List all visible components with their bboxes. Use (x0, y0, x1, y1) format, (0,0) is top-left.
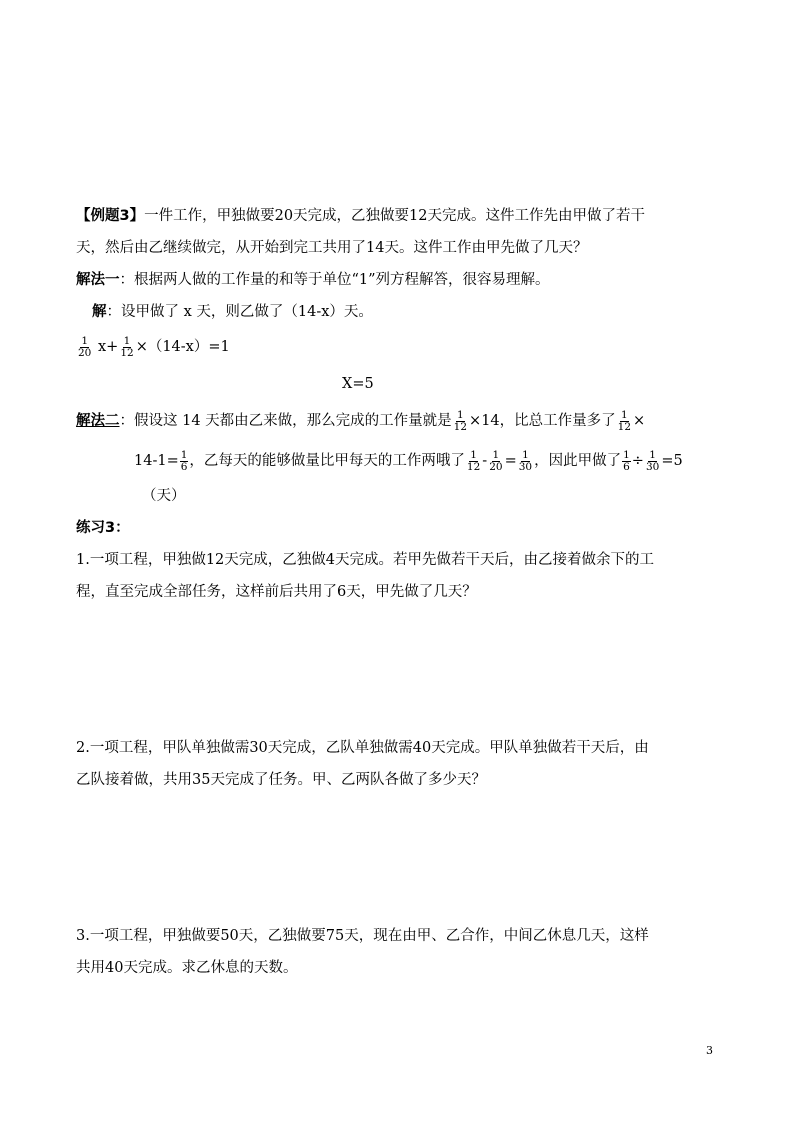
fraction: $\frac{1}{6}$ (180, 448, 188, 473)
question-1-line-1: 1.一项工程，甲独做12天完成，乙独做4天完成。若甲先做若干天后，由乙接着做余下的工 (76, 552, 655, 568)
fraction: $\frac{1}{20}$ (489, 448, 503, 473)
fraction: $\frac{1}{20}$ (78, 334, 92, 359)
fraction: $\frac{1}{6}$ (623, 448, 630, 473)
fraction: $\frac{1}{12}$ (453, 408, 468, 433)
page-number: 3 (706, 1044, 713, 1057)
fraction: $\frac{1}{12}$ (466, 448, 481, 473)
fraction: $\frac{1}{12}$ (617, 408, 632, 433)
method2-line-1: 解法二：假设这 14 天都由乙来做，那么完成的工作量就是 $\frac{1}{12}$ ×14，比总工作量多了 $\frac{1}{12}$ × (76, 408, 646, 433)
question-2-line-1: 2.一项工程，甲队单独做需30天完成，乙队单独做需40天完成。甲队单独做若干天后，由 (76, 740, 649, 756)
method1-text: ：根据两人做的工作量的和等于单位“1”列方程解答，很容易理解。 (119, 272, 550, 288)
solve-label: 解 (92, 304, 107, 320)
example-line-2: 天，然后由乙继续做完，从开始到完工共用了14天。这件工作由甲先做了几天？ (76, 240, 588, 256)
example-title: 【例题3】 (76, 208, 145, 224)
method1-result: X=5 (342, 376, 374, 392)
question-3-line-1: 3.一项工程，甲独做要50天，乙独做要75天，现在由甲、乙合作，中间乙休息几天，这样 (76, 928, 649, 944)
example-text-1: 一件工作，甲独做要20天完成，乙独做要12天完成。这件工作先由甲做了若干 (144, 208, 645, 224)
example-line-1 (76, 206, 645, 226)
method1-line (76, 270, 550, 290)
method1-label: 解法一 (76, 272, 120, 288)
fraction: $\frac{1}{30}$ (518, 448, 533, 473)
practice-title: 练习3： (76, 520, 130, 536)
question-2-line-2: 乙队接着做，共用35天完成了任务。甲、乙两队各做了多少天？ (76, 772, 486, 788)
method2-line-2: 14-1= $\frac{1}{6}$ ，乙每天的能够做量比甲每天的工作两哦了 $\frac{1}{12}$ - $\frac{1}{20}$ = $\frac{1}{30}$ ，因此甲做了 $\frac{1}{6}$ ÷ $\frac{1}{30}$ =5 (134, 448, 683, 473)
method1-equation: $\frac{1}{20}$ x+ $\frac{1}{12}$ ×（14-x）=1 (78, 334, 230, 359)
method2-unit: （天） (142, 488, 186, 504)
question-3-line-2: 共用40天完成。求乙休息的天数。 (76, 960, 298, 976)
method2-label: 解法二 (76, 413, 120, 429)
fraction: $\frac{1}{30}$ (645, 448, 660, 473)
fraction: $\frac{1}{12}$ (120, 334, 134, 359)
question-1-line-2: 程，直至完成全部任务，这样前后共用了6天，甲先做了几天？ (76, 584, 477, 600)
solve-text: ：设甲做了 x 天，则乙做了（14-x）天。 (106, 304, 373, 320)
method1-solve-line (92, 302, 373, 322)
